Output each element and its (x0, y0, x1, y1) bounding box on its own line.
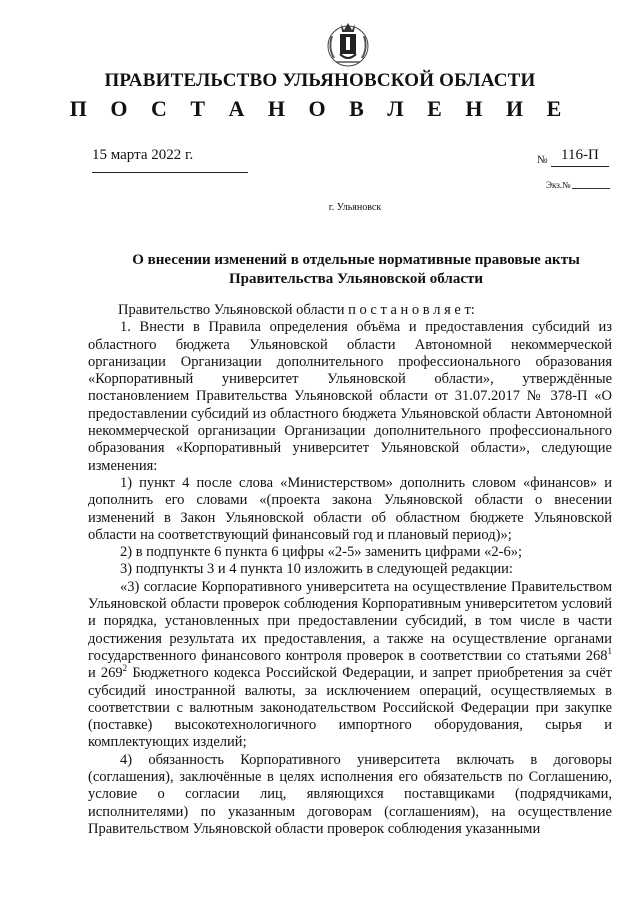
coat-of-arms-icon (322, 18, 374, 70)
document-number: 116-П (561, 147, 599, 163)
superscript-1: 1 (607, 646, 612, 657)
document-type: П О С Т А Н О В Л Е Н И Е (69, 96, 571, 121)
document-heading (88, 251, 624, 289)
number-underline (551, 166, 609, 167)
copy-number-underline (572, 188, 610, 189)
document-body (88, 302, 612, 838)
paragraph-quote-3-part-a: «3) согласие Корпоративного университета на осуществление Правительством Ульяновской области проверок соблюдения Корпоративным университетом условий и порядка, установленных при предоставлении субсидий, в том числе в части достижения результата их предоставления, а также на осуществление органами государственного финансового контроля проверок в соответствии со статьями 268 (88, 578, 612, 664)
paragraph-1-3: 3) подпункты 3 и 4 пункта 10 изложить в следующей редакции: (120, 561, 513, 578)
paragraph-quote-4: 4) обязанность Корпоративного университета включать в договоры (соглашения), заключённые в целях исполнения его обязательств по Соглашению, условие о согласии лиц, являющихся поставщиками (подрядчиками, исполнителями) по указанным договорам (соглашениям), на осуществление Правительством Ульяновской области проверок соблюдения указанными (88, 751, 612, 837)
paragraph-quote-3-part-b: и 269 (88, 665, 123, 682)
government-name: ПРАВИТЕЛЬСТВО УЛЬЯНОВСКОЙ ОБЛАСТИ (104, 70, 536, 91)
paragraph-quote-3-part-c: Бюджетного кодекса Российской Федерации, и запрет приобретения за счёт субсидий иностранной валюты, за исключением операций, осуществляемых в соответствии с валютным законодательством Российской Федерации при закупке (поставке) высокотехнологичного импортного оборудования, сырья и комплектующих изделий; (88, 665, 612, 751)
date-underline (92, 172, 248, 173)
heading-line-1: О внесении изменений в отдельные нормативные правовые акты (132, 252, 580, 268)
heading-line-2: Правительства Ульяновской области (228, 271, 484, 287)
paragraph-quote-3 (88, 579, 612, 752)
paragraph-1-1: 1) пункт 4 после слова «Министерством» дополнить словом «финансов» и дополнить его словами «(проекта закона Ульяновской области о внесении изменений в Закон Ульяновской области об областном бюджете Ульяновской области на соответствующий финансовый год и плановый период)»; (88, 474, 612, 543)
paragraph-1: 1. Внести в Правила определения объёма и предоставления субсидий из областного бюджета Ульяновской области Автономной некоммерческой организации Организации дополнительного профессионального образования «Корпоративный университет Ульяновской области», утверждённые постановлением Правительства Ульяновской области от 31.07.2017 № 378-П «О предоставлении субсидий из областного бюджета Ульяновской области Автономной некоммерческой организации Организации дополнительного профессионального образования «Корпоративный университет Ульяновской области», следующие изменения: (88, 319, 612, 474)
number-prefix: № (537, 154, 548, 166)
paragraph-1-2: 2) в подпункте 6 пункта 6 цифры «2-5» заменить цифрами «2-6»; (120, 544, 522, 561)
intro-paragraph: Правительство Ульяновской области п о с т а н о в л я е т: (118, 302, 475, 318)
superscript-2: 2 (122, 663, 128, 674)
copy-number-label: Экз.№ (546, 180, 571, 190)
city: г. Ульяновск (328, 202, 382, 213)
document-date: 15 марта 2022 г. (92, 147, 194, 163)
